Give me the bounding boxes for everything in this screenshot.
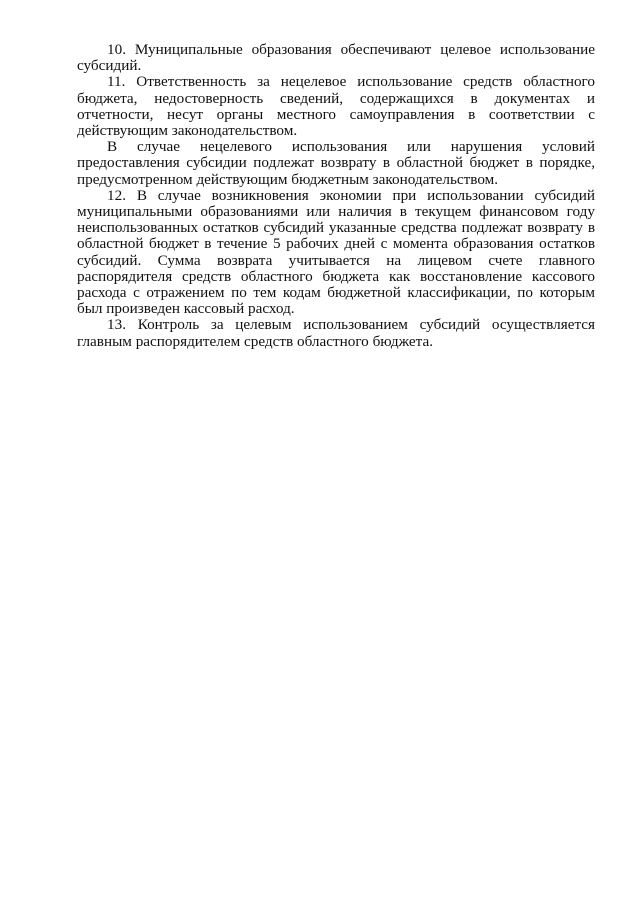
paragraph-11-continuation: В случае нецелевого использования или нарушения условий предоставления субсидии подлежат возврату в областной бюджет в порядке, предусмотренном действующим бюджетным законодательством. — [77, 138, 595, 188]
document-page — [77, 42, 595, 350]
paragraph-13: 13. Контроль за целевым использованием субсидий осуществляется главным распорядителем средств областного бюджета. — [77, 316, 595, 350]
paragraph-11: 11. Ответственность за нецелевое использование средств областного бюджета, недостоверность сведений, содержащихся в документах и отчетности, несут органы местного самоуправления в соответствии с действующим законодательством. — [77, 73, 595, 140]
paragraph-10: 10. Муниципальные образования обеспечивают целевое использование субсидий. — [77, 41, 595, 75]
paragraph-12: 12. В случае возникновения экономии при использовании субсидий муниципальными образованиями или наличия в текущем финансовом году неиспользованных остатков субсидий указанные средства подлежат возврату в областной бюджет в течение 5 рабочих дней с момента образования остатков субсидий. Сумма возврата учитывается на лицевом счете главного распорядителя средств областного бюджета как восстановление кассового расхода с отражением по тем кодам бюджетной классификации, по которым был произведен кассовый расход. — [77, 186, 595, 318]
